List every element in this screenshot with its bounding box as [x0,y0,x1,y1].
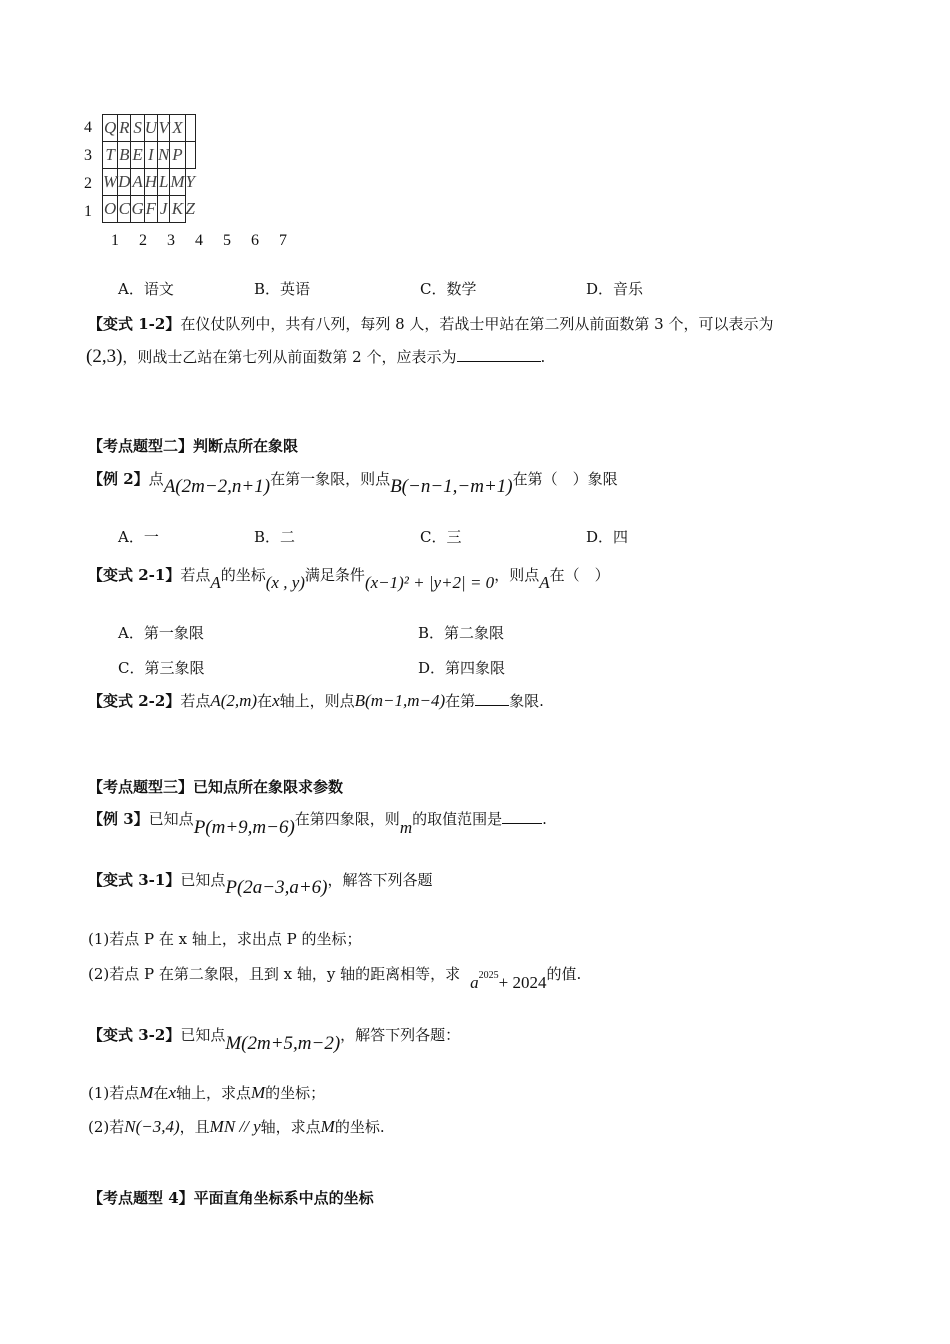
grid-cell: I [144,142,157,169]
variant-2-2-t5: 象限. [509,692,544,710]
grid-cell: Q [103,115,118,142]
v32-q1-x: x [168,1083,176,1102]
variant-1-2-text2: ，则战士乙站在第七列从前面数第 2 个，应表示为 [122,348,457,366]
variant-2-1-point-a: A [210,573,221,592]
variant-2-2-t4: 在第 [445,692,476,710]
variant-2-2-point-b: B(m−1,m−4) [354,691,446,710]
grid-row [103,115,196,142]
q1-option-b: B．英语 [254,280,311,298]
variant-2-2-t3: 轴上，则点 [279,692,355,710]
grid-cell: A [131,169,144,196]
grid-cell [185,142,195,169]
grid-cell: G [131,196,144,223]
variant-2-2-answer-blank[interactable] [475,705,509,706]
grid-x-label: 6 [251,232,259,249]
variant-3-1-q1: (1)若点 P 在 x 轴上，求出点 P 的坐标； [88,930,362,948]
grid-cell: O [103,196,118,223]
grid-cell: S [131,115,144,142]
variant-1-2-line1 [88,313,774,334]
grid-cell: N [158,142,170,169]
grid-x-label: 3 [167,232,175,249]
section-3-title: 【考点题型三】已知点所在象限求参数 [88,778,344,796]
variant-2-1-label: 【变式 2-1】 [88,566,181,584]
grid-cell: C [118,196,131,223]
variant-1-2-line2 [86,346,545,368]
variant-3-2-t2: ，解答下列各题： [340,1026,461,1044]
example-3-end: . [542,810,547,828]
grid-x-label: 4 [195,232,203,249]
example-3-m: m [399,818,413,837]
grid-cell: F [144,196,157,223]
example-3-answer-blank[interactable] [502,823,542,824]
v32-q1d: 的坐标； [265,1084,326,1102]
v21-option-b: B．第二象限 [418,624,505,642]
section-2-title: 【考点题型二】判断点所在象限 [88,437,299,455]
variant-3-2-label: 【变式 3-2】 [88,1026,181,1044]
grid-cell: V [158,115,170,142]
variant-3-2-line [88,1024,461,1054]
v32-q2-n: N(−3,4) [124,1117,180,1136]
ex2-option-b: B．二 [254,528,296,546]
variant-3-1-line [88,869,433,898]
grid-cell: W [103,169,118,196]
ex2-option-c: C．三 [420,528,462,546]
grid-cell: D [118,169,131,196]
variant-2-2-label: 【变式 2-2】 [88,692,181,710]
grid-cell: R [118,115,131,142]
variant-2-1-t1: 若点 [180,566,211,584]
letter-grid [102,114,196,223]
grid-y-label: 2 [84,175,92,192]
grid-cell: K [170,196,185,223]
grid-cell: P [170,142,185,169]
v32-q1-m: M [139,1083,154,1102]
v32-q2-mn: MN // y [209,1117,261,1136]
v32-q2-m: M [320,1117,335,1136]
variant-1-2-end: . [540,348,546,366]
q1-option-d: D．音乐 [586,280,644,298]
q1-option-a: A．语文 [118,280,174,298]
grid-x-label: 1 [111,232,119,249]
example-2-pre: 点 [148,470,164,488]
example-2-point-a: A(2m−2,n+1) [163,476,271,497]
variant-3-2-point-m: M(2m+5,m−2) [225,1033,341,1054]
v32-q2c: 轴，求点 [260,1118,321,1136]
variant-2-2-t1: 若点 [180,692,211,710]
grid-cell: L [158,169,170,196]
example-2-post: 在第（ ）象限 [512,470,618,488]
grid-cell: B [118,142,131,169]
v32-q1c: 轴上，求点 [175,1084,251,1102]
variant-2-2-point-a: A(2,m) [210,691,258,710]
grid-cell: H [144,169,157,196]
ex2-option-a: A．一 [118,528,159,546]
variant-3-1-expr-base: a [470,973,479,992]
grid-x-label: 2 [139,232,147,249]
grid-cell: Y [185,172,195,192]
variant-1-2-text1: 在仪仗队列中，共有八列，每列 8 人，若战士甲站在第二列从前面数第 3 个，可以表示为 [180,315,774,333]
variant-2-1-condition: (x−1)² + |y+2| = 0 [364,573,495,592]
grid-y-label: 3 [84,147,92,164]
v32-q1a: (1)若点 [88,1084,140,1102]
example-3-label: 【例 3】 [88,810,149,828]
example-3-t3: 的取值范围是 [412,810,503,828]
grid-x-label: 7 [279,232,287,249]
variant-2-1-xy: (x , y) [265,573,305,592]
v32-q2b: ，且 [179,1118,210,1136]
variant-2-1-t3: 满足条件 [304,566,365,584]
variant-2-1-t2: 的坐标 [220,566,266,584]
grid-cell: J [158,196,170,223]
section-4-title: 【考点题型 4】平面直角坐标系中点的坐标 [88,1189,374,1207]
variant-3-1-label: 【变式 3-1】 [88,871,181,889]
v32-q2d: 的坐标. [334,1118,385,1136]
grid-row [103,169,196,196]
v32-q1b: 在 [153,1084,169,1102]
grid-cell: X [170,115,185,142]
example-3-point-p: P(m+9,m−6) [193,817,295,838]
variant-3-1-q2-end: 的值. [546,965,582,983]
example-3-line [88,808,547,838]
grid-y-label: 4 [84,119,92,136]
variant-3-1-t2: ，解答下列各题 [327,871,433,889]
grid-row [103,196,196,223]
grid-x-label: 5 [223,232,231,249]
grid-row [103,142,196,169]
example-2-point-b: B(−n−1,−m+1) [390,476,513,497]
variant-1-2-coord: (2,3) [86,346,123,367]
example-2-mid: 在第一象限，则点 [270,470,391,488]
variant-2-2-line [88,690,544,711]
ex2-option-d: D．四 [586,528,629,546]
example-2-line [88,468,618,497]
variant-1-2-label: 【变式 1-2】 [88,315,181,333]
grid-y-label: 1 [84,203,92,220]
variant-2-1-t4: ，则点 [494,566,540,584]
variant-3-1-q2-text: (2)若点 P 在第二象限，且到 x 轴，y 轴的距离相等，求 [88,965,461,983]
variant-3-1-point-p: P(2a−3,a+6) [225,877,328,898]
variant-3-2-t1: 已知点 [180,1026,226,1044]
variant-2-2-x: x [272,691,280,710]
example-2-label: 【例 2】 [88,470,149,488]
example-3-t2: 在第四象限，则 [294,810,400,828]
variant-1-2-answer-blank[interactable] [457,361,541,362]
variant-2-1-point-a2: A [539,573,550,592]
variant-3-1-q2 [88,963,582,992]
grid-cell: Z [185,199,195,218]
variant-3-1-t1: 已知点 [180,871,226,889]
q1-option-c: C．数学 [420,280,477,298]
variant-2-1-line [88,564,610,592]
grid-x-labels [102,230,312,250]
grid-cell: M [170,169,185,196]
variant-2-2-t2: 在 [257,692,273,710]
grid-cell [185,115,195,142]
v21-option-a: A．第一象限 [118,624,204,642]
variant-3-2-q2 [88,1116,385,1137]
grid-cell: T [103,142,118,169]
v21-option-d: D．第四象限 [418,659,506,677]
v32-q1-m2: M [251,1083,266,1102]
variant-3-1-expr-rest: + 2024 [498,973,547,992]
grid-cell: E [131,142,144,169]
variant-3-2-q1 [88,1082,325,1103]
grid-cell: U [144,115,157,142]
v32-q2a: (2)若 [88,1118,125,1136]
variant-3-1-expr-exp: 2025 [478,970,499,981]
variant-2-1-t5: 在（ ） [549,566,610,584]
example-3-t1: 已知点 [148,810,194,828]
v21-option-c: C．第三象限 [118,659,205,677]
